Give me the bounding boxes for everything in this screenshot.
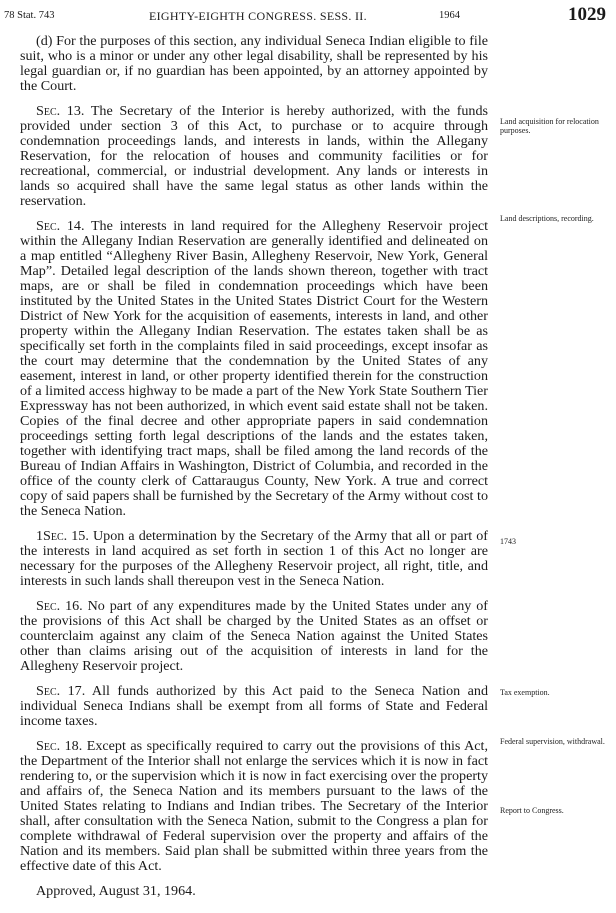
- section-number: Sec. 13.: [36, 103, 85, 119]
- section-number: Sec. 16.: [36, 598, 83, 614]
- margin-note-land-descriptions: Land descriptions, recording.: [500, 214, 594, 223]
- paragraph-text: (d) For the purposes of this section, any individual Seneca Indian eligible to file suit, who is a minor or under any other legal disability, shall be represented by his legal guardian or, if no guardian has been appointed, by an attorney appointed by the Court.: [20, 33, 488, 94]
- paragraph-sec-16: [20, 599, 488, 674]
- margin-note-federal-supervision: Federal supervision, withdrawal.: [500, 737, 605, 746]
- header-year: 1964: [439, 10, 460, 21]
- stat-citation: 78 Stat. 743: [4, 10, 55, 21]
- paragraph-text: Except as specifically required to carry out the provisions of this Act, the Department of the Interior shall not enlarge the services which it is now in fact rendering to, or the supervision which it is now in fact exercising over the property and affairs of, the Seneca Nation and its members pursuant to the laws of the United States relating to Indians and Indian tribes. The Secretary of the Interior shall, after consultation with the Seneca Nation, submit to the Congress a plan for complete withdrawal of Federal supervision over the property and affairs of the Nation and its members. Said plan shall be submitted within three years from the effective date of this Act.: [20, 738, 488, 874]
- paragraph-sec-18: [20, 739, 488, 874]
- paragraph-sec-13: [20, 104, 488, 209]
- section-number: Sec. 18.: [36, 738, 83, 754]
- margin-note-report-to-congress: Report to Congress.: [500, 806, 564, 815]
- paragraph-sec-17: [20, 684, 488, 729]
- section-number: Sec. 17.: [36, 683, 86, 699]
- margin-note-tax-exemption: Tax exemption.: [500, 688, 550, 697]
- paragraph-text: The Secretary of the Interior is hereby authorized, with the funds provided under section 3 of this Act, to purchase or to acquire through condemnation proceedings lands, and interests in lands, within the Allegany Reservation, for the relocation of houses and community facilities or for recreational, commercial, or industrial development. Any lands or interests in lands so acquired shall have the same legal status as other lands within the reservation.: [20, 103, 489, 209]
- paragraph-text: Upon a determination by the Secretary of the Army that all or part of the interests in land acquired as set forth in section 1 of this Act no longer are necessary for the purposes of the Allegheny Reservoir project, all right, title, and interests in such lands shall thereupon vest in the Seneca Nation.: [20, 528, 489, 589]
- statute-body: [20, 34, 488, 899]
- paragraph-text: The interests in land required for the Allegheny Reservoir project within the Allegany Indian Reservation are generally identified and delineated on a map entitled “Allegheny River Basin, Allegheny Reservoir, New York, General Map”. Detailed legal description of the lands shown thereon, together with tract maps, are or shall be filed in condemnation proceedings which have been instituted by the United States in the United States District Court for the Western District of New York for the acquisition of easements, interests in land, and other property within the Allegany Indian Reservation. The estates taken shall be as specifically set forth in the complaints filed in said proceedings, except insofar as the court may determine that the condemnation by the United States of any easement, interest in land, or other property identified therein for the construction of a limited access highway to be made a part of the New York State Southern Tier Expressway has not been authorized, in which event said estate shall not be taken. Copies of the final decree and other appropriate papers in said condemnation proceedings setting forth legal descriptions of the lands and the estates taken, together with identifying tract maps, shall be filed among the land records of the Bureau of Indian Affairs in Washington, District of Columbia, and recorded in the office of the county clerk of Cattaraugus County, New York. A true and correct copy of said papers shall be furnished by the Secretary of the Army without cost to the Seneca Nation.: [20, 218, 489, 519]
- section-number: Sec. 14.: [36, 218, 85, 234]
- approval-date: Approved, August 31, 1964.: [36, 883, 196, 899]
- page-header: [4, 6, 610, 30]
- paragraph-text: No part of any expenditures made by the United States under any of the provisions of this Act shall be charged by the United States as an offset or counterclaim against any claim of the Seneca Nation against the United States other than claims arising out of the acquisition of interests in land for the Allegheny Reservoir project.: [20, 598, 489, 674]
- paragraph-subsection-d: [20, 34, 488, 94]
- margin-note-stat-reference: 1743: [500, 537, 516, 546]
- paragraph-sec-14: [20, 219, 488, 519]
- running-head: EIGHTY-EIGHTH CONGRESS. SESS. II.: [149, 9, 367, 23]
- margin-note-land-acquisition: Land acquisition for relocation purposes.: [500, 117, 599, 135]
- paragraph-text: All funds authorized by this Act paid to the Seneca Nation and individual Seneca Indians shall be exempt from all forms of State and Federal income taxes.: [20, 683, 488, 729]
- section-number: 1Sec. 15.: [36, 528, 89, 544]
- page-number: 1029: [568, 4, 606, 25]
- paragraph-sec-15: [20, 529, 488, 589]
